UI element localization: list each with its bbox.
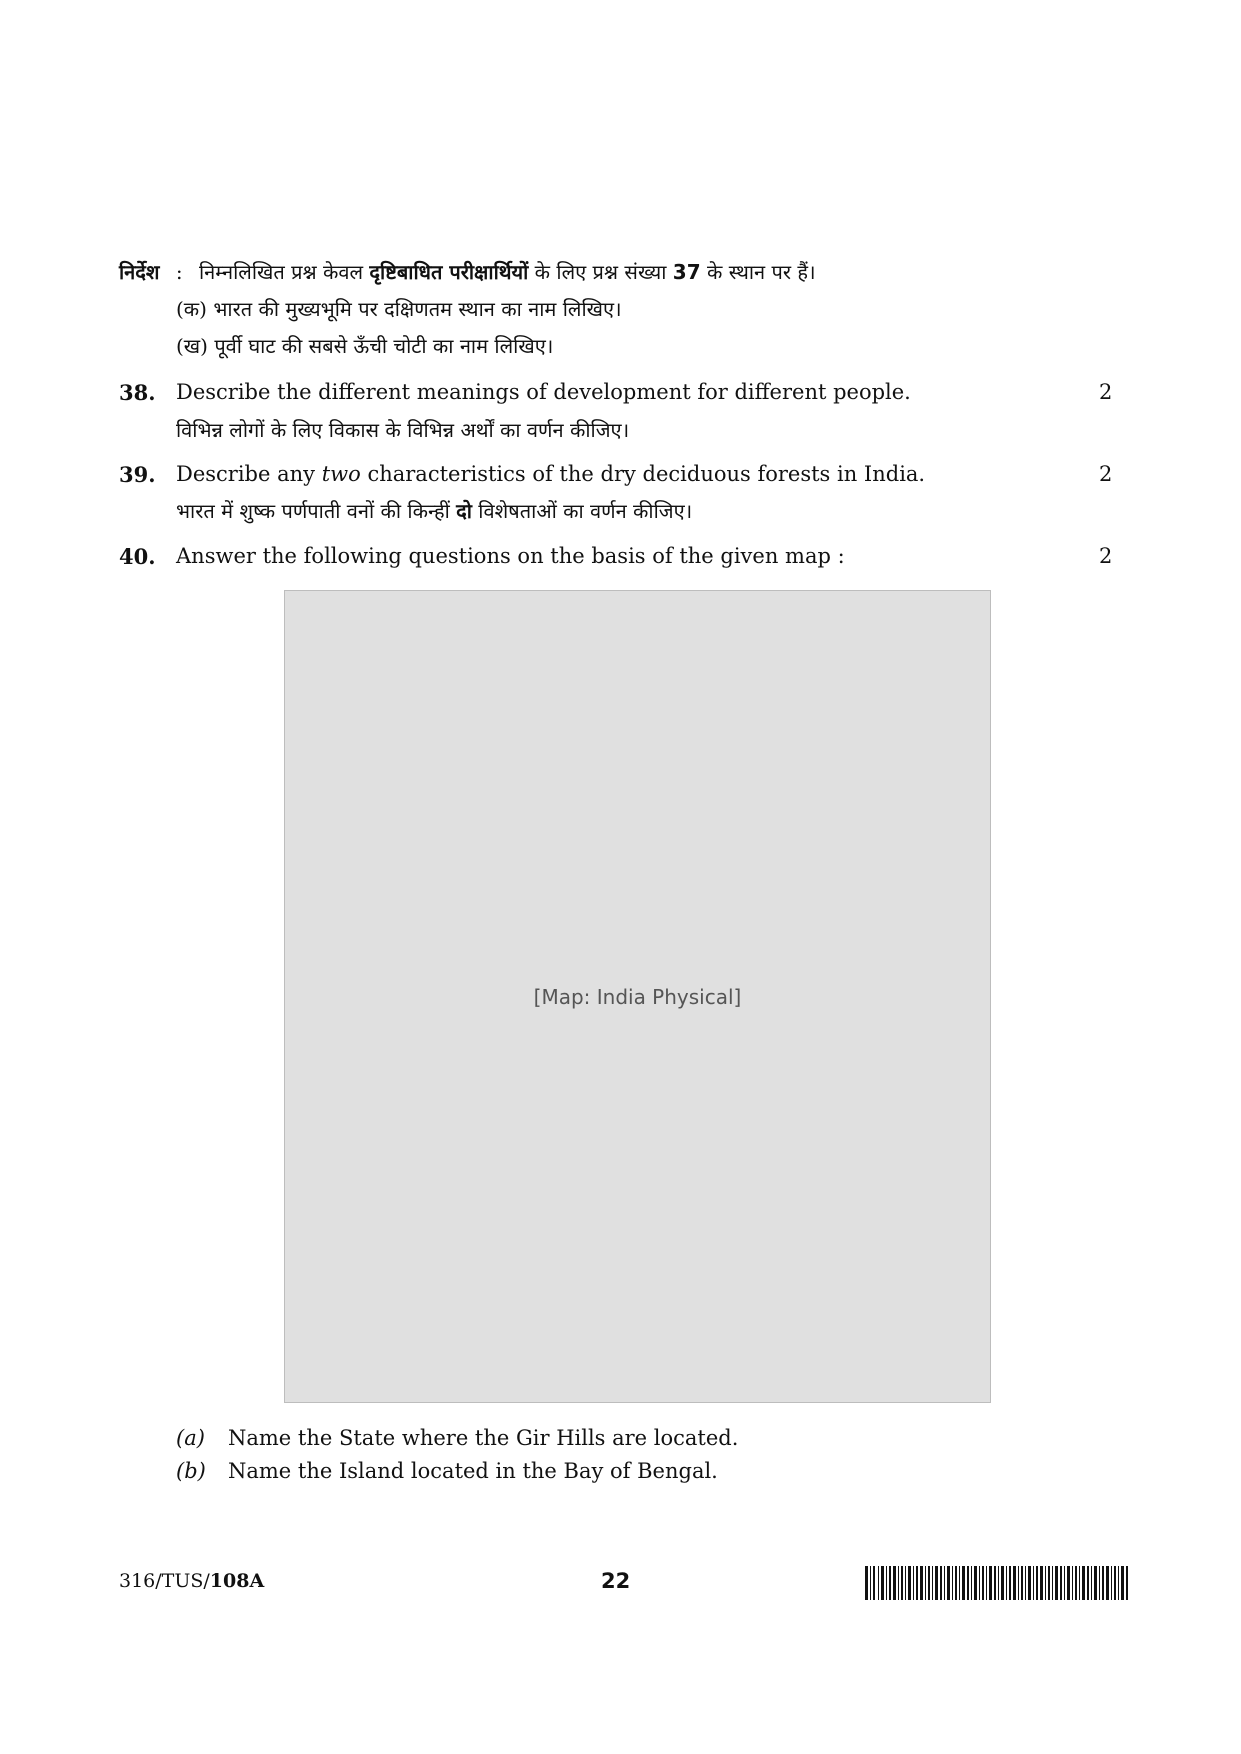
map-placeholder: [Map: India Physical] bbox=[284, 590, 991, 1403]
directive-text-3: के स्थान पर हैं। bbox=[707, 260, 816, 284]
question-38-english: Describe the different meanings of development for different people. bbox=[176, 380, 911, 404]
sub-question-a-text: Name the State where the Gir Hills are located. bbox=[228, 1426, 739, 1450]
question-39-english-pre: Describe any bbox=[176, 462, 316, 486]
sub-question-b-label: (b) bbox=[176, 1459, 206, 1483]
paper-code-prefix: 316/TUS/ bbox=[119, 1570, 210, 1592]
question-39-english-post: characteristics of the dry deciduous forests in India. bbox=[367, 462, 926, 486]
question-39-hindi-pre: भारत में शुष्क पर्णपाती वनों की किन्हीं bbox=[176, 499, 450, 523]
sub-question-a-label: (a) bbox=[176, 1426, 205, 1450]
directive-line bbox=[119, 258, 816, 285]
question-38-marks: 2 bbox=[1099, 380, 1113, 404]
sub-question-b-text: Name the Island located in the Bay of Bengal. bbox=[228, 1459, 718, 1483]
question-40-number: 40. bbox=[119, 544, 156, 569]
question-40-english: Answer the following questions on the basis of the given map : bbox=[176, 544, 845, 568]
directive-colon: : bbox=[175, 260, 183, 284]
page-number: 22 bbox=[601, 1569, 631, 1593]
question-38-number: 38. bbox=[119, 380, 156, 405]
directive-text-2: के लिए प्रश्न संख्या bbox=[534, 260, 667, 284]
question-39-marks: 2 bbox=[1099, 462, 1113, 486]
question-39-english bbox=[176, 462, 925, 486]
question-39-hindi-bold: दो bbox=[456, 499, 472, 523]
directive-item-a: (क) भारत की मुख्यभूमि पर दक्षिणतम स्थान का नाम लिखिए। bbox=[176, 297, 622, 321]
barcode-icon bbox=[865, 1566, 1130, 1600]
directive-label: निर्देश bbox=[119, 260, 160, 284]
directive-text-1: निम्नलिखित प्रश्न केवल bbox=[198, 260, 364, 284]
question-39-hindi bbox=[176, 497, 692, 524]
paper-code-bold: 108A bbox=[209, 1570, 265, 1592]
question-38-hindi: विभिन्न लोगों के लिए विकास के विभिन्न अर्थों का वर्णन कीजिए। bbox=[176, 418, 630, 442]
directive-number: 37 bbox=[672, 260, 701, 284]
question-39-number: 39. bbox=[119, 462, 156, 487]
question-39-english-em: two bbox=[321, 462, 361, 486]
paper-code bbox=[119, 1570, 264, 1592]
question-40-marks: 2 bbox=[1099, 544, 1113, 568]
directive-item-b: (ख) पूर्वी घाट की सबसे ऊँची चोटी का नाम लिखिए। bbox=[176, 334, 554, 358]
directive-text-bold: दृष्टिबाधित परीक्षार्थियों bbox=[369, 260, 529, 284]
question-39-hindi-post: विशेषताओं का वर्णन कीजिए। bbox=[478, 499, 693, 523]
